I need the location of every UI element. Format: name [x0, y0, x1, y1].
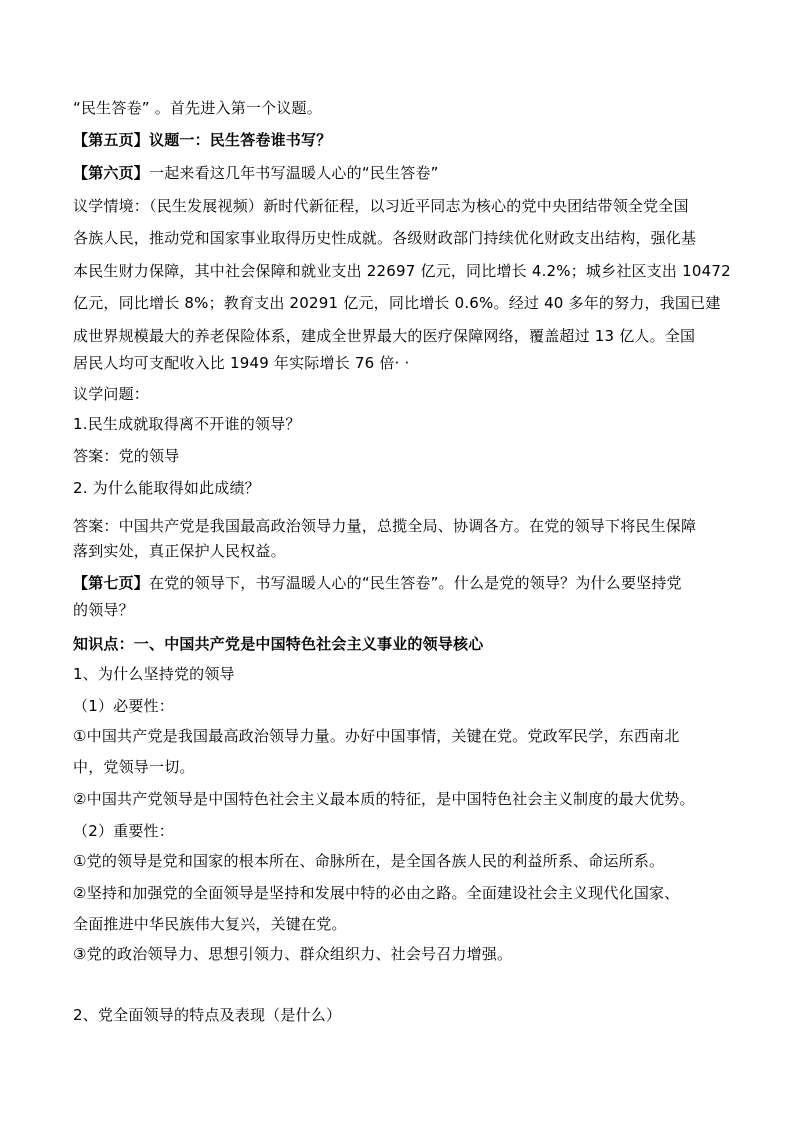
list-item: ③党的政治领导力、思想引领力、群众组织力、社会号召力增强。 — [73, 945, 513, 963]
list-item: ②坚持和加强党的全面领导是坚持和发展中特的必由之路。全面建设社会主义现代化国家、 — [73, 884, 680, 902]
paragraph-line: 各族人民，推动党和国家事业取得历史性成就。各级财政部门持续优化财政支出结构，强化基 — [73, 229, 697, 247]
answer-line: 落到实处，真正保护人民权益。 — [73, 542, 286, 560]
text-line: 的领导？ — [73, 601, 134, 619]
text-line — [73, 573, 733, 593]
question-line: 1.民生成就取得离不开谁的领导？ — [73, 415, 301, 433]
list-item: ①中国共产党是我国最高政治领导力量。办好中国事情，关键在党。党政军民学，东西南北 — [73, 727, 680, 745]
answer-line: 答案：党的领导 — [73, 447, 180, 465]
subheading: （2）重要性： — [73, 822, 174, 840]
subheading: 2、党全面领导的特点及表现（是什么） — [73, 1006, 342, 1024]
subheading: 1、为什么坚持党的领导 — [73, 665, 235, 683]
paragraph-line: 议学情境：（民生发展视频）新时代新征程，以习近平同志为核心的党中央团结带领全党全国 — [73, 197, 689, 215]
text-line-body: 一起来看这几年书写温暖人心的“民生答卷” — [149, 164, 439, 182]
knowledge-heading: 知识点：一、中国共产党是中国特色社会主义事业的领导核心 — [73, 635, 484, 653]
page-marker: 【第六页】 — [73, 164, 150, 182]
paragraph-line: 成世界规模最大的养老保险体系，建成全世界最大的医疗保障网络，覆盖超过 13 亿人。全国 — [73, 327, 696, 345]
question-line: 2. 为什么能取得如此成绩？ — [73, 479, 260, 497]
list-item: ①党的领导是党和国家的根本所在、命脉所在，是全国各族人民的利益所系、命运所系。 — [73, 852, 665, 870]
paragraph-line: 本民生财力保障，其中社会保障和就业支出 22697 亿元，同比增长 4.2%；城乡社区支出 10472 — [73, 262, 731, 280]
question-heading: 议学问题： — [73, 385, 150, 403]
list-item: 全面推进中华民族伟大复兴，关键在党。 — [73, 915, 347, 933]
text-line — [73, 163, 733, 183]
list-item: ②中国共产党领导是中国特色社会主义最本质的特征，是中国特色社会主义制度的最大优势。 — [73, 790, 695, 808]
subheading: （1）必要性： — [73, 697, 174, 715]
text-line: “民生答卷” 。首先进入第一个议题。 — [73, 99, 322, 117]
paragraph-line: 亿元，同比增长 8%；教育支出 20291 亿元，同比增长 0.6%。经过 40 多年的努力，我国已建 — [73, 294, 721, 312]
answer-line: 答案：中国共产党是我国最高政治领导力量，总揽全局、协调各方。在党的领导下将民生保障 — [73, 517, 697, 535]
page-marker: 【第七页】 — [73, 574, 150, 592]
text-line-body: 在党的领导下，书写温暖人心的“民生答卷”。什么是党的领导？为什么要坚持党 — [149, 574, 682, 592]
list-item: 中，党领导一切。 — [73, 758, 195, 776]
paragraph-line: 居民人均可支配收入比 1949 年实际增长 76 倍· · — [73, 354, 410, 372]
section-heading: 【第五页】议题一：民生答卷谁书写？ — [73, 131, 332, 149]
